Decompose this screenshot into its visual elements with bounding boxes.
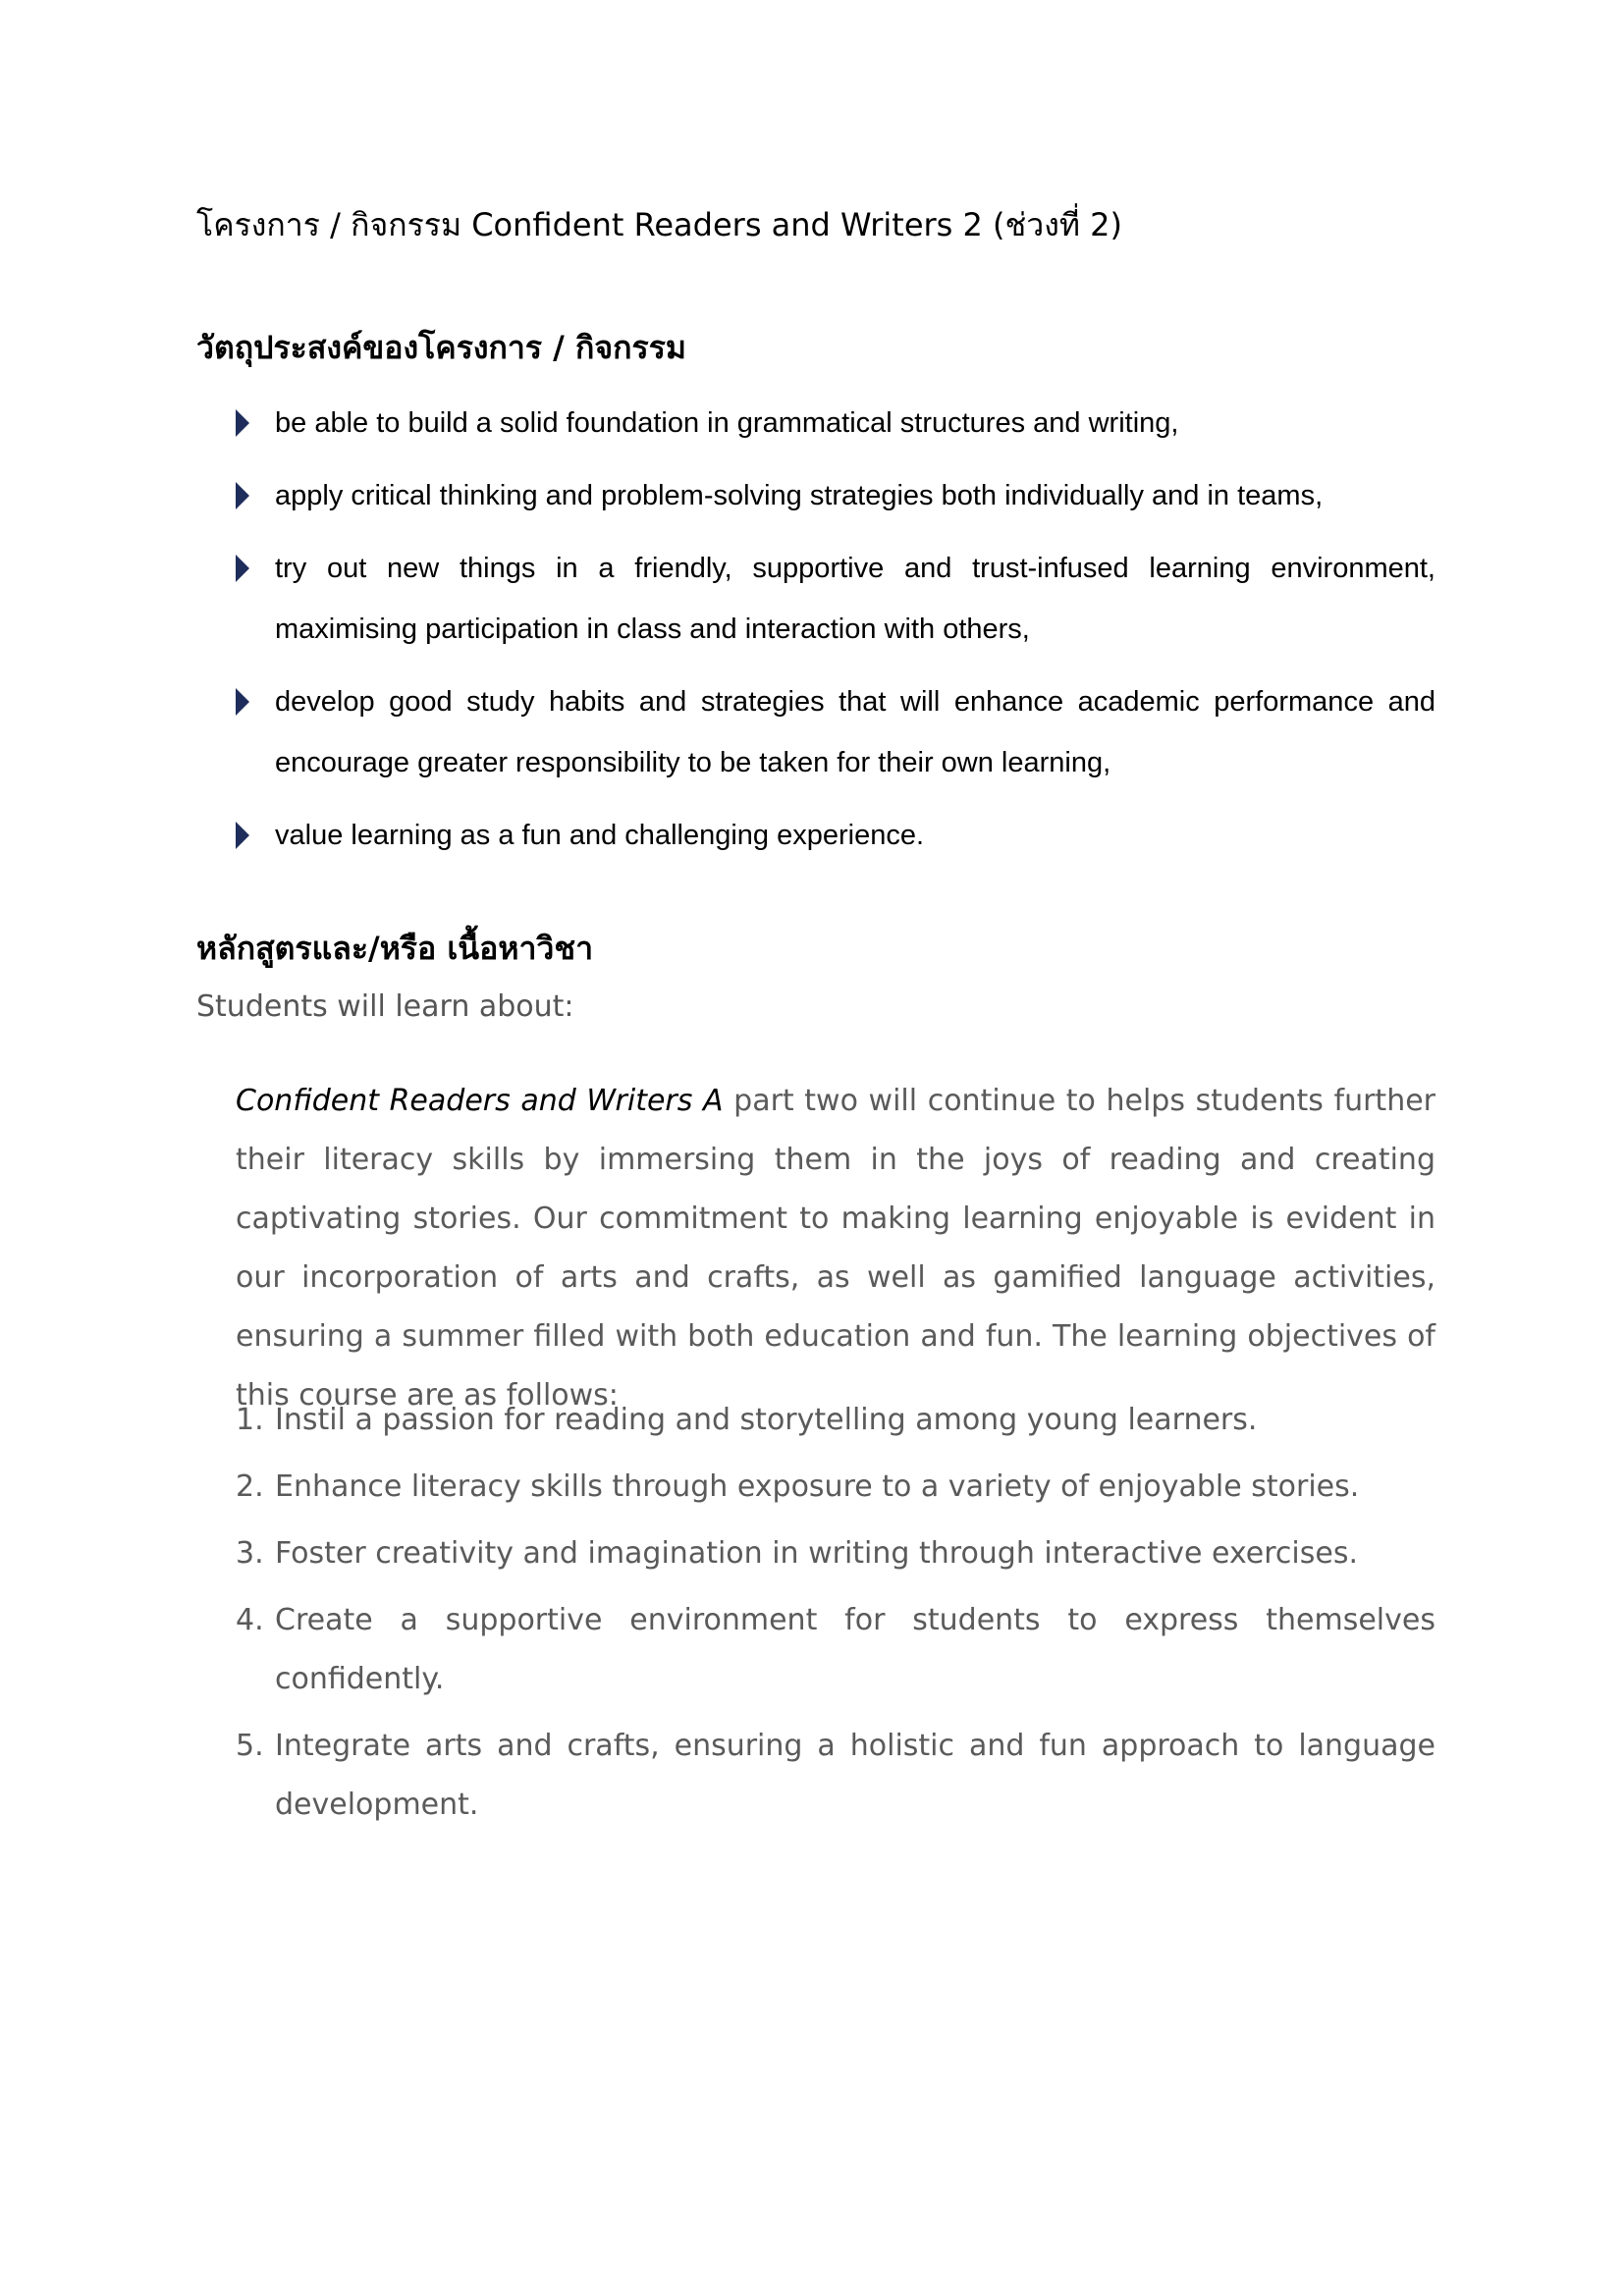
objective-text: try out new things in a friendly, supportive and trust-infused learning environment, maximising participation in class and interaction with others, xyxy=(275,553,1435,645)
list-item xyxy=(196,671,1435,793)
list-item xyxy=(196,805,1435,866)
list-text: Create a supportive environment for students to express themselves confidently. xyxy=(275,1603,1435,1696)
list-text: Foster creativity and imagination in writing through interactive exercises. xyxy=(275,1536,1358,1571)
course-description-text: part two will continue to helps students further their literacy skills by immersing them in the joys of reading and creating captivating stories. Our commitment to making learning enjoyable is evident in our incorporation of arts and crafts, as well as gamified language activities, ensuring a summer filled with both education and fun. The learning objectives of this course are as follows: xyxy=(236,1084,1435,1413)
course-name: Confident Readers and Writers A xyxy=(236,1084,724,1118)
list-text: Enhance literacy skills through exposure to a variety of enjoyable stories. xyxy=(275,1469,1360,1504)
triangle-bullet-icon xyxy=(236,409,249,437)
list-number: 5. xyxy=(236,1729,264,1763)
list-item xyxy=(236,1591,1435,1709)
list-item xyxy=(236,1717,1435,1835)
list-item xyxy=(196,538,1435,660)
course-description xyxy=(236,1072,1435,1425)
list-item xyxy=(236,1524,1435,1583)
list-number: 4. xyxy=(236,1603,264,1637)
objective-text: apply critical thinking and problem-solving strategies both individually and in teams, xyxy=(275,480,1324,511)
triangle-bullet-icon xyxy=(236,555,249,582)
list-text: Integrate arts and crafts, ensuring a holistic and fun approach to language development. xyxy=(275,1729,1435,1822)
objective-text: be able to build a solid foundation in grammatical structures and writing, xyxy=(275,407,1179,439)
list-item xyxy=(196,393,1435,454)
list-text: Instil a passion for reading and storytelling among young learners. xyxy=(275,1403,1258,1437)
list-item xyxy=(236,1458,1435,1517)
objective-text: develop good study habits and strategies that will enhance academic performance and encourage greater responsibility to be taken for their own learning, xyxy=(275,686,1435,778)
triangle-bullet-icon xyxy=(236,822,249,849)
learning-objectives-list xyxy=(236,1391,1435,1842)
triangle-bullet-icon xyxy=(236,482,249,509)
objective-text: value learning as a fun and challenging experience. xyxy=(275,820,925,851)
list-item xyxy=(196,465,1435,526)
curriculum-intro: Students will learn about: xyxy=(196,989,574,1024)
list-number: 2. xyxy=(236,1469,264,1504)
curriculum-heading: หลักสูตรและ/หรือ เนื้อหาวิชา xyxy=(196,930,594,967)
triangle-bullet-icon xyxy=(236,688,249,716)
list-number: 3. xyxy=(236,1536,264,1571)
list-number: 1. xyxy=(236,1403,264,1437)
list-item xyxy=(236,1391,1435,1450)
objectives-list xyxy=(196,393,1435,878)
objectives-heading: วัตถุประสงค์ของโครงการ / กิจกรรม xyxy=(196,329,686,366)
page-title: โครงการ / กิจกรรม Confident Readers and Writers 2 (ช่วงที่ 2) xyxy=(196,206,1122,243)
